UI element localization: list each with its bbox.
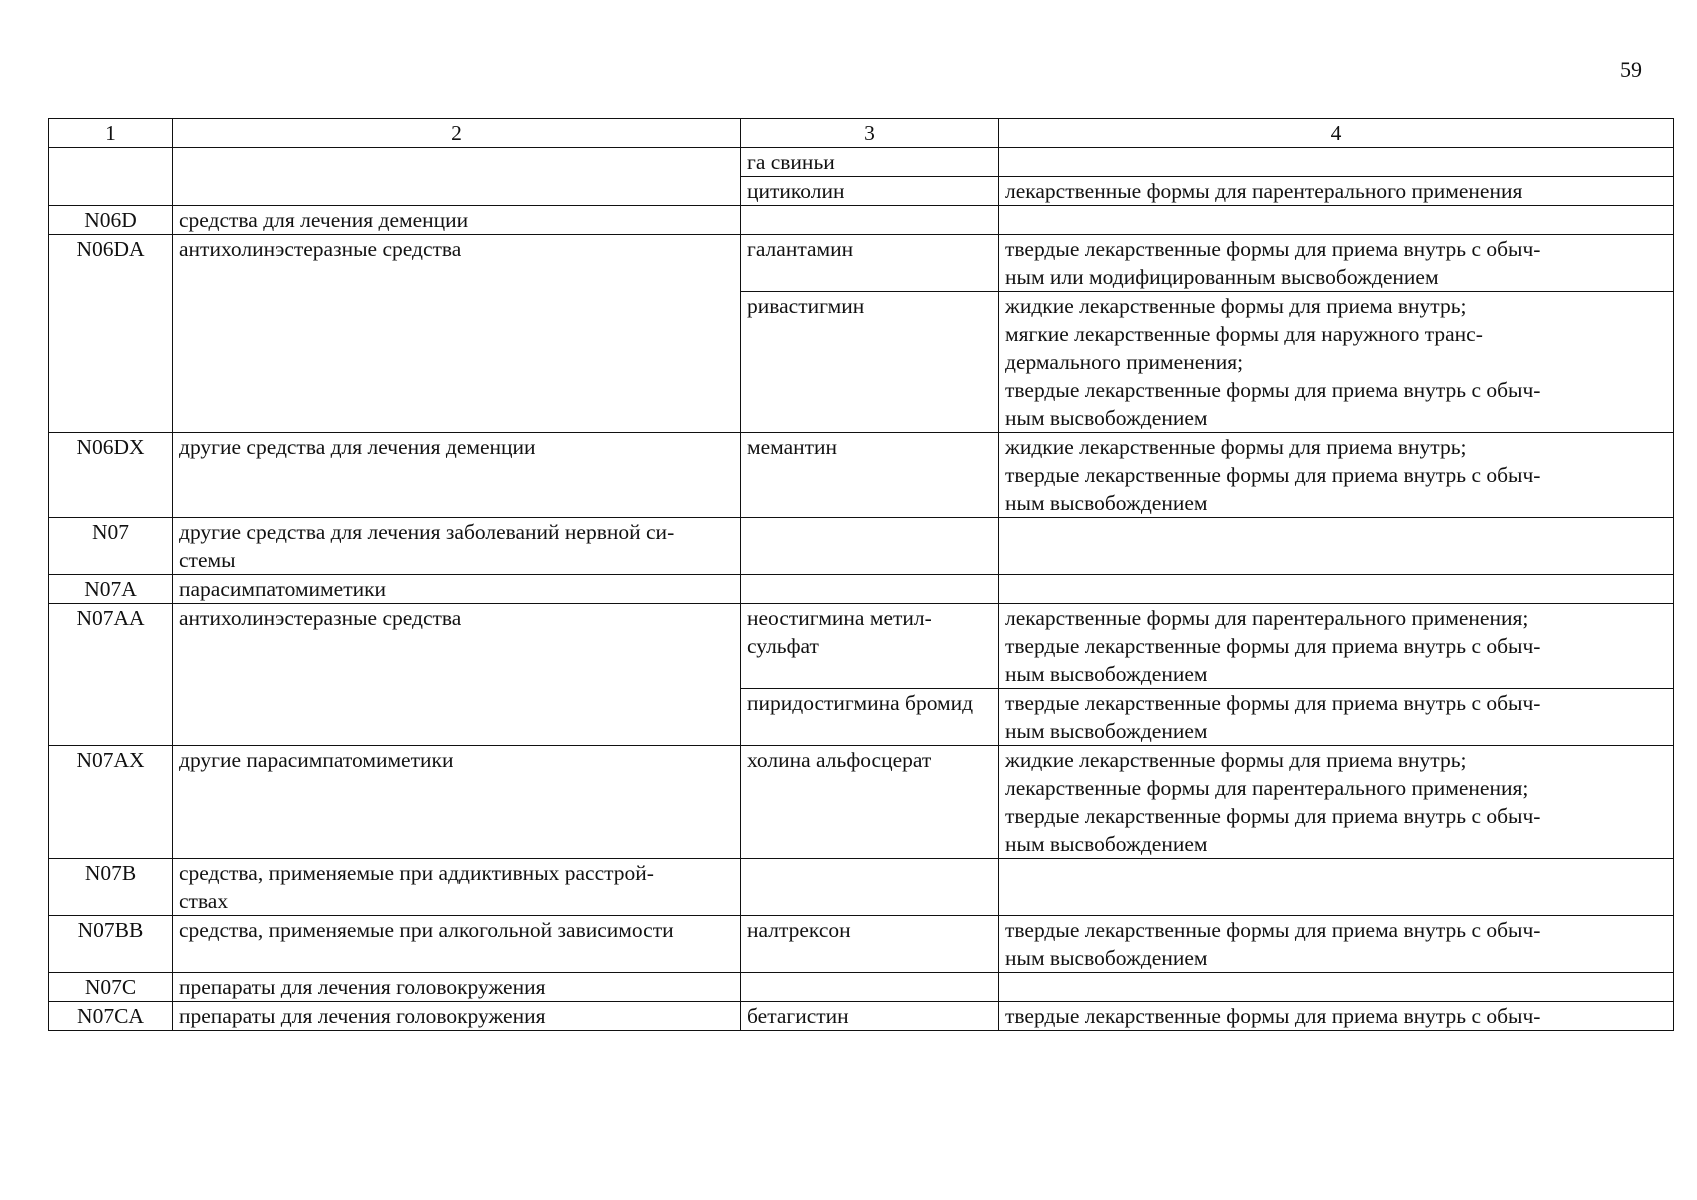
atc-code-cell: N07BB [49,916,173,973]
group-name-cell: препараты для лечения головокружения [173,1002,741,1031]
group-name-cell: другие средства для лечения заболеваний нервной си- стемы [173,518,741,575]
atc-code-cell: N07 [49,518,173,575]
table-row [49,973,1674,1002]
table-row [49,916,1674,973]
drug-table [48,118,1674,1031]
dosage-form-cell: твердые лекарственные формы для приема внутрь с обыч- ным высвобождением [999,689,1674,746]
table-row [49,235,1674,292]
table-row [49,859,1674,916]
drug-name-cell: мемантин [741,433,999,518]
dosage-form-cell: твердые лекарственные формы для приема внутрь с обыч- [999,1002,1674,1031]
group-name-cell: средства, применяемые при алкогольной зависимости [173,916,741,973]
drug-name-cell [741,859,999,916]
dosage-form-cell: твердые лекарственные формы для приема внутрь с обыч- ным или модифицированным высвобождением [999,235,1674,292]
table-body [49,148,1674,1031]
column-header: 4 [999,119,1674,148]
dosage-form-cell: жидкие лекарственные формы для приема внутрь; твердые лекарственные формы для приема внутрь с обыч- ным высвобождением [999,433,1674,518]
group-name-cell: антихолинэстеразные средства [173,604,741,746]
table-row [49,1002,1674,1031]
table-row [49,433,1674,518]
drug-name-cell: холина альфосцерат [741,746,999,859]
atc-code-cell: N07AX [49,746,173,859]
table-row [49,206,1674,235]
table-row [49,148,1674,177]
table-row [49,746,1674,859]
group-name-cell: средства, применяемые при аддиктивных расстрой- ствах [173,859,741,916]
atc-code-cell: N06D [49,206,173,235]
group-name-cell [173,148,741,206]
header-row [49,119,1674,148]
dosage-form-cell: жидкие лекарственные формы для приема внутрь; мягкие лекарственные формы для наружного транс- дермального применения; твердые лекарственные формы для приема внутрь с обыч- ным высвобождением [999,292,1674,433]
drug-name-cell: га свиньи [741,148,999,177]
atc-code-cell [49,148,173,206]
atc-code-cell: N07CA [49,1002,173,1031]
dosage-form-cell [999,518,1674,575]
drug-name-cell [741,206,999,235]
table-row [49,575,1674,604]
dosage-form-cell: лекарственные формы для парентерального применения [999,177,1674,206]
group-name-cell: парасимпатомиметики [173,575,741,604]
column-header: 1 [49,119,173,148]
table-row [49,604,1674,689]
atc-code-cell: N06DX [49,433,173,518]
drug-name-cell [741,518,999,575]
group-name-cell: другие парасимпатомиметики [173,746,741,859]
dosage-form-cell [999,206,1674,235]
atc-code-cell: N07A [49,575,173,604]
atc-code-cell: N07B [49,859,173,916]
drug-name-cell: бетагистин [741,1002,999,1031]
drug-name-cell: пиридостигмина бромид [741,689,999,746]
dosage-form-cell: лекарственные формы для парентерального применения; твердые лекарственные формы для приема внутрь с обыч- ным высвобождением [999,604,1674,689]
atc-code-cell: N07AA [49,604,173,746]
dosage-form-cell [999,575,1674,604]
drug-name-cell [741,575,999,604]
drug-name-cell: налтрексон [741,916,999,973]
dosage-form-cell [999,859,1674,916]
dosage-form-cell [999,148,1674,177]
group-name-cell: другие средства для лечения деменции [173,433,741,518]
drug-name-cell: галантамин [741,235,999,292]
drug-name-cell: цитиколин [741,177,999,206]
dosage-form-cell: жидкие лекарственные формы для приема внутрь; лекарственные формы для парентерального применения; твердые лекарственные формы для приема внутрь с обыч- ным высвобождением [999,746,1674,859]
drug-name-cell: ривастигмин [741,292,999,433]
group-name-cell: препараты для лечения головокружения [173,973,741,1002]
table-row [49,518,1674,575]
dosage-form-cell [999,973,1674,1002]
drug-name-cell: неостигмина метил- сульфат [741,604,999,689]
page-number: 59 [1620,57,1642,82]
column-header: 2 [173,119,741,148]
group-name-cell: средства для лечения деменции [173,206,741,235]
atc-code-cell: N06DA [49,235,173,433]
dosage-form-cell: твердые лекарственные формы для приема внутрь с обыч- ным высвобождением [999,916,1674,973]
column-header: 3 [741,119,999,148]
group-name-cell: антихолинэстеразные средства [173,235,741,433]
drug-name-cell [741,973,999,1002]
atc-code-cell: N07C [49,973,173,1002]
